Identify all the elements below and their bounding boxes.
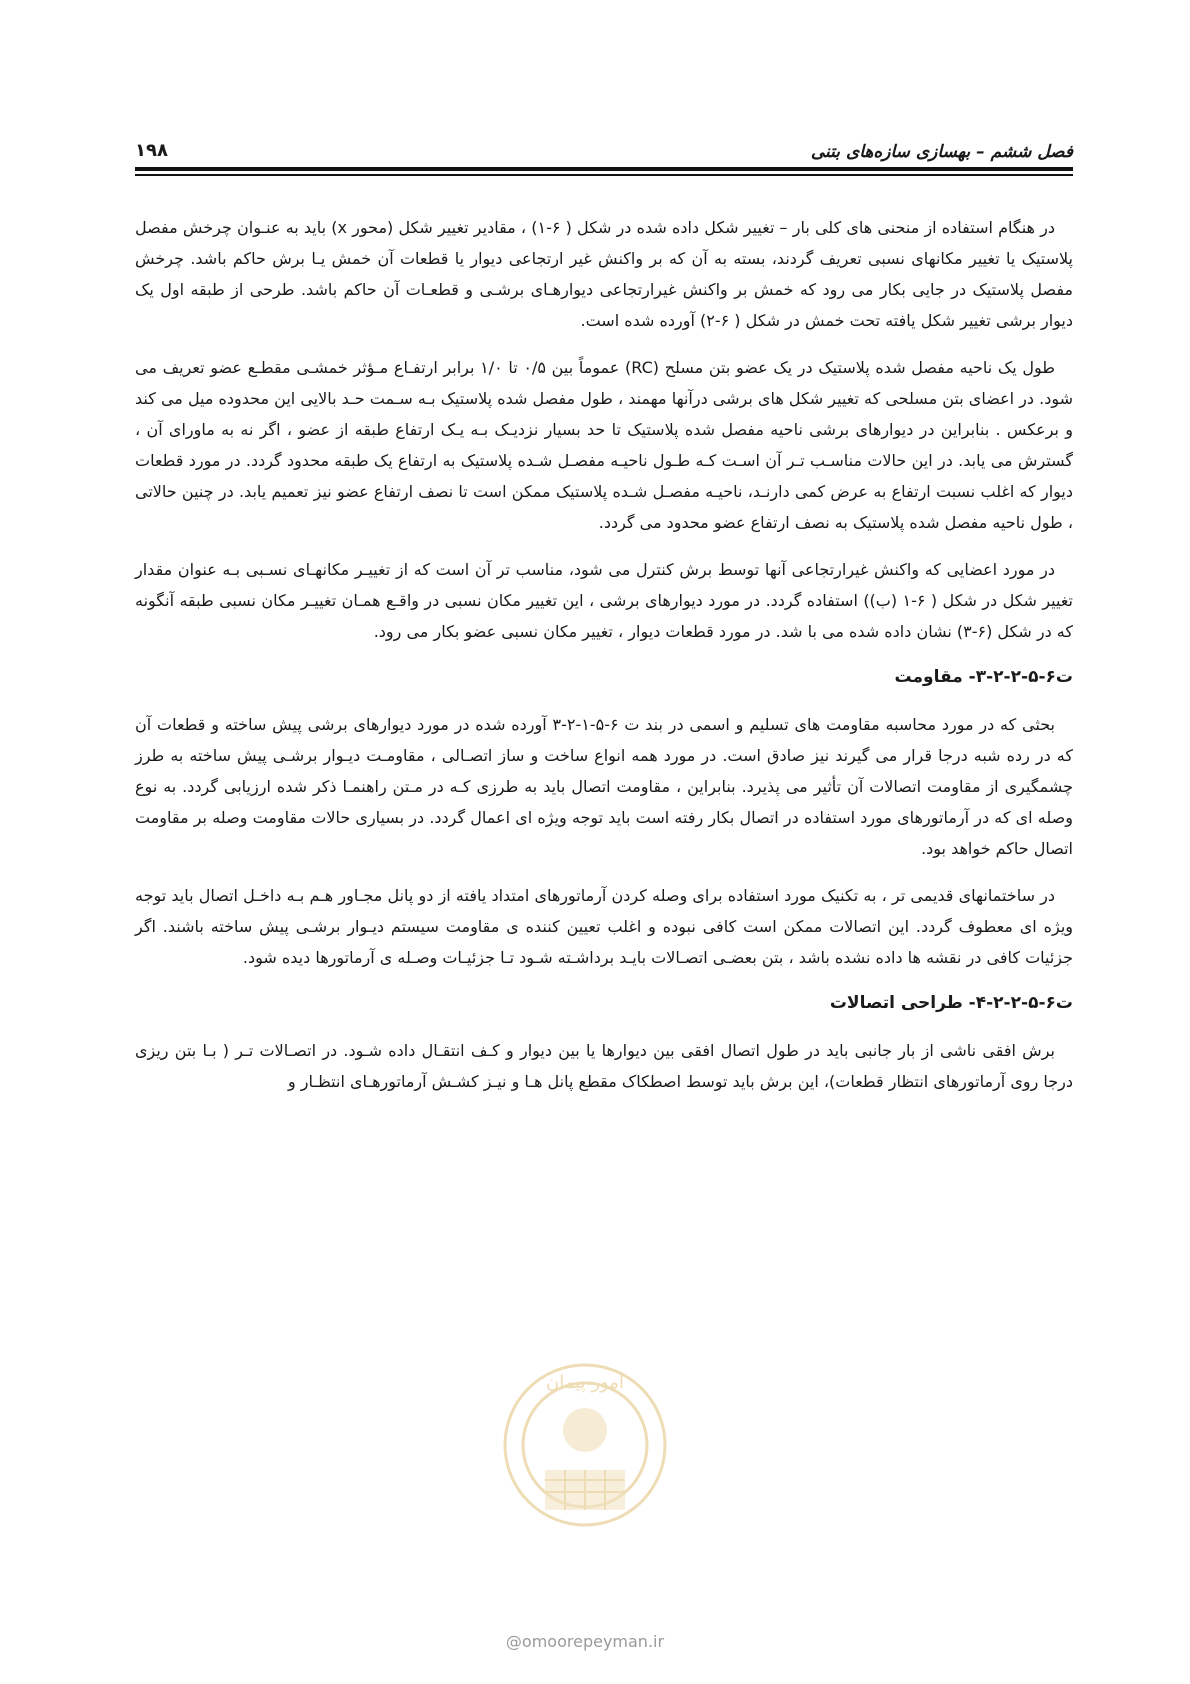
header-rule-thick — [135, 167, 1073, 171]
page-number: ۱۹۸ — [135, 140, 168, 161]
watermark-site: @omoorepeyman.ir — [505, 1632, 665, 1651]
paragraph: طول یک ناحیه مفصل شده پلاستیک در یک عضو بتن مسلح (RC) عموماً بین ۰/۵ تا ۱/۰ برابر ارتفـاع مـؤثر خمشـی مقطـع عضو تعریف می شود. در اعضای بتن مسلحی که تغییر شکل های برشی درآنها مهمند ، طول مفصل شده پلاستیک بـه سـمت حـد بالایی این محدوده میل می کند و برعکس . بنابراین در دیوارهای برشی ناحیه مفصل شده پلاستیک تا حد بسیار نزدیـک بـه یـک ارتفاع طبقه از عضو ، اگر نه به ماورای آن ، گسترش می یابد. در این حالات مناسـب تـر آن اسـت کـه طـول ناحیـه مفصـل شـده پلاستیک به ارتفاع یک طبقه محدود گردد. در مورد قطعات دیوار که اغلب نسبت ارتفاع به عرض کمی دارنـد، ناحیـه مفصـل شـده پلاستیک ممکن است تا نصف ارتفاع عضو نیز تعمیم یابد. در چنین حالاتی ، طول ناحیه مفصل شده پلاستیک به نصف ارتفاع عضو محدود می گردد. — [135, 358, 1073, 532]
watermark-logo-text: امور پیمان — [546, 1372, 624, 1393]
section-heading: ت۶-۵-۲-۲-۴- طراحی اتصالات — [829, 993, 1073, 1013]
page-header — [135, 138, 1073, 168]
paragraph: در ساختمانهای قدیمی تر ، به تکنیک مورد استفاده برای وصله کردن آرماتورهای امتداد یافته از دو پانل مجـاور هـم بـه داخـل اتصال باید توجه ویژه ای معطوف گردد. این اتصالات ممکن است کافی نبوده و اغلب تعیین کننده ی مقاومت سیستم دیـوار برشـی پیش ساخته باشند. اگر جزئیات کافی در نقشه ها داده نشده باشد ، بتن بعضـی اتصـالات بایـد برداشـته شـود تـا جزئیـات وصـله ی آرماتورها دیده شود. — [135, 886, 1073, 967]
section-heading: ت۶-۵-۲-۲-۳- مقاومت — [894, 667, 1073, 687]
paragraph: بحثی که در مورد محاسبه مقاومت های تسلیم و اسمی در بند ت ۶-۵-۱-۲-۳ آورده شده در مورد دیوارهای برشی پیش ساخته و قطعات آن که در رده شبه درجا قرار می گیرند نیز صادق است. در مورد همه انواع ساخت و ساز اتصـالی ، مقاومـت دیـوار برشـی پیش ساخته به طرز چشمگیری از مقاومت اتصالات آن تأثیر می پذیرد. بنابراین ، مقاومت اتصال باید به طرزی کـه در مـتن راهنمـا ذکر شده ارزیابی گردد. به نوع وصله ای که در آرماتورهای مورد استفاده در اتصال بکار رفته است باید توجه ویژه ای اعمال گردد. در بسیاری حالات مقاومت وصله بر مقاومت اتصال حاکم خواهد بود. — [135, 715, 1073, 858]
body-text — [135, 212, 1073, 1113]
chapter-title: فصل ششم – بهسازی سازه‌های بتنی — [810, 142, 1073, 162]
paragraph: در هنگام استفاده از منحنی های کلی بار – تغییر شکل داده شده در شکل ( ۶-۱) ، مقادیر تغییر شکل (محور x) باید به عنـوان چرخش مفصل پلاستیک یا تغییر مکانهای نسبی تعریف گردند، بسته به آن که بر واکنش غیر ارتجاعی دیوار یا قطعات آن خمش یـا برش حاکم باشد. چرخش مفصل پلاستیک در جایی بکار می رود که خمش بر واکنش غیرارتجاعی دیوارهـای برشـی و قطعـات آن حاکم باشد. طرحی از طبقه اول یک دیوار برشی تغییر شکل یافته تحت خمش در شکل ( ۶-۲) آورده شده است. — [135, 218, 1073, 330]
header-rule-thin — [135, 174, 1073, 176]
watermark-logo-icon — [470, 1350, 700, 1570]
paragraph: برش افقی ناشی از بار جانبی باید در طول اتصال افقی بین دیوارها یا بین دیوار و کـف انتقـال داده شـود. در اتصـالات تـر ( بـا بتن ریزی درجا روی آرماتورهای انتظار قطعات)، این برش باید توسط اصطکاک مقطع پانل هـا و نیـز کشـش آرماتورهـای انتظـار و — [135, 1041, 1073, 1091]
paragraph: در مورد اعضایی که واکنش غیرارتجاعی آنها توسط برش کنترل می شود، مناسب تر آن است که از تغییـر مکانهـای نسـبی بـه عنوان مقدار تغییر شکل در شکل ( ۶-۱ (ب)) استفاده گردد. در مورد دیوارهای برشی ، این تغییر مکان نسبی در واقـع همـان تغییـر مکان نسبی طبقه آنگونه که در شکل (۶-۳) نشان داده شده می با شد. در مورد قطعات دیوار ، تغییر مکان نسبی عضو بکار می رود. — [135, 560, 1073, 641]
